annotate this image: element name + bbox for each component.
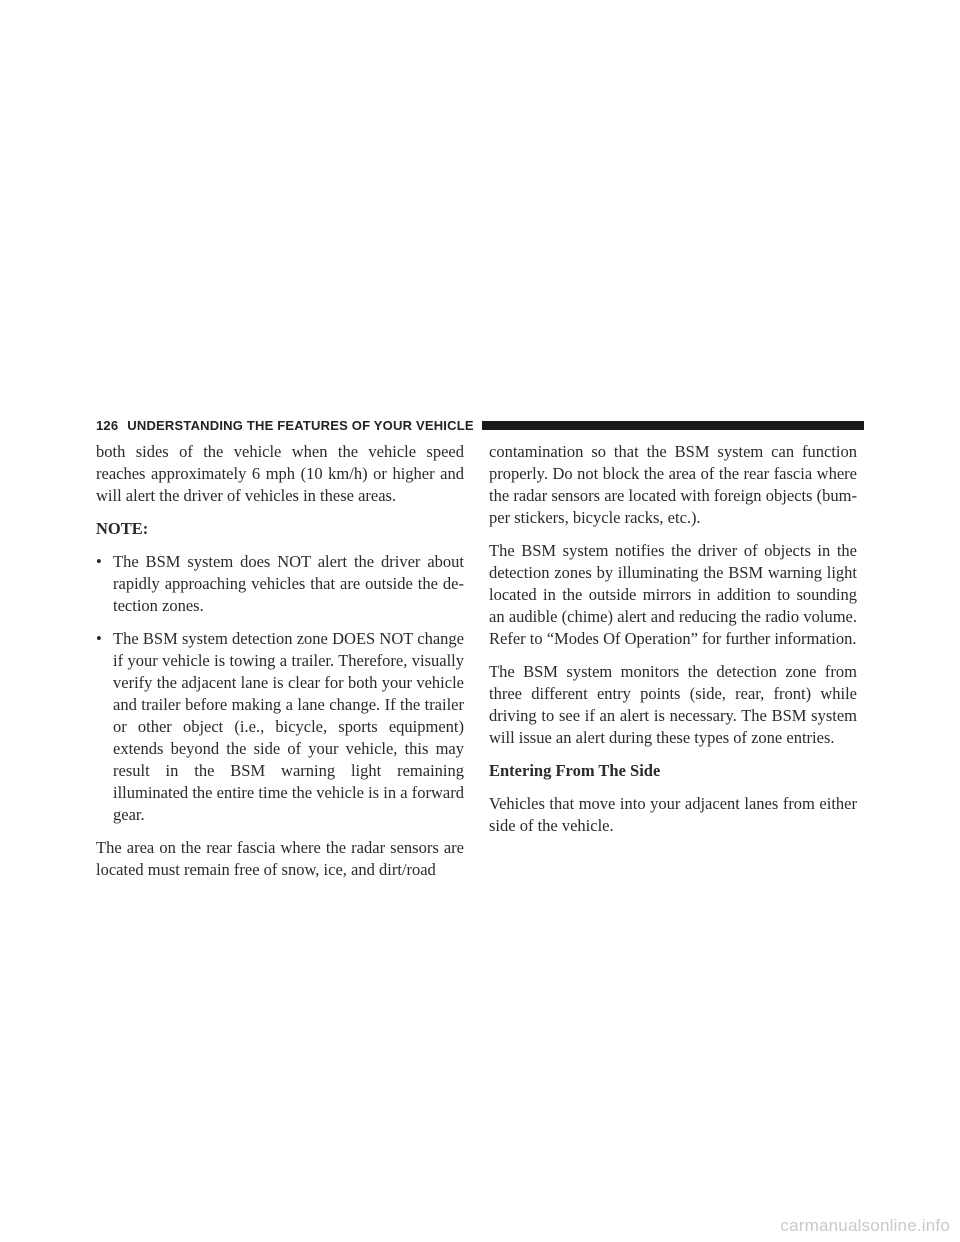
left-column <box>96 441 464 892</box>
bullet-icon: • <box>96 629 102 648</box>
list-item-text: The BSM system does NOT alert the driver about rapidly approaching vehicles that are outside the detection zones. <box>113 552 464 615</box>
page-number: 126 <box>96 417 119 433</box>
paragraph-contamination: contamination so that the BSM system can function properly. Do not block the area of the rear fascia where the radar sensors are located with foreign objects (bumper stickers, bicycle racks, etc.). <box>489 442 857 527</box>
bullet-icon: • <box>96 552 102 571</box>
watermark: carmanualsonline.info <box>780 1216 950 1235</box>
paragraph-entry-points: The BSM system monitors the detection zone from three different entry points (side, rear, front) while driving to see if an alert is necessary. The BSM system will issue an alert during these types of zone entries. <box>489 662 857 747</box>
list-item-text: The BSM system detection zone DOES NOT change if your vehicle is towing a trailer. Therefore, visually verify the adjacent lane is clear for both your vehicle and trailer before making a lane change. If the trailer or other object (i.e., bicycle, sports equipment) extends beyond the side of your vehicle, this may result in the BSM warning light remaining illuminated the entire time the vehicle is in a forward gear. <box>113 629 464 824</box>
header-rule <box>482 421 864 430</box>
note-label: NOTE: <box>96 519 149 538</box>
section-title: UNDERSTANDING THE FEATURES OF YOUR VEHICLE <box>127 417 474 433</box>
paragraph-rear-fascia: The area on the rear fascia where the radar sensors are located must remain free of snow, ice, and dirt/road <box>96 838 464 879</box>
list-item <box>96 551 464 617</box>
note-list <box>96 551 464 826</box>
list-item <box>96 628 464 826</box>
paragraph-speed: both sides of the vehicle when the vehicle speed reaches approximately 6 mph (10 km/h) or higher and will alert the driver of vehicles in these areas. <box>96 442 464 505</box>
page-header <box>96 414 864 436</box>
paragraph-notifies: The BSM system notifies the driver of objects in the detection zones by illuminating the BSM warning light located in the outside mirrors in addition to sounding an audible (chime) alert and reducing the radio volume. Refer to “Modes Of Operation” for further information. <box>489 541 857 648</box>
right-column <box>489 441 857 848</box>
subheading-entering-side: Entering From The Side <box>489 761 661 780</box>
paragraph-entering-side: Vehicles that move into your adjacent lanes from either side of the vehicle. <box>489 794 857 835</box>
